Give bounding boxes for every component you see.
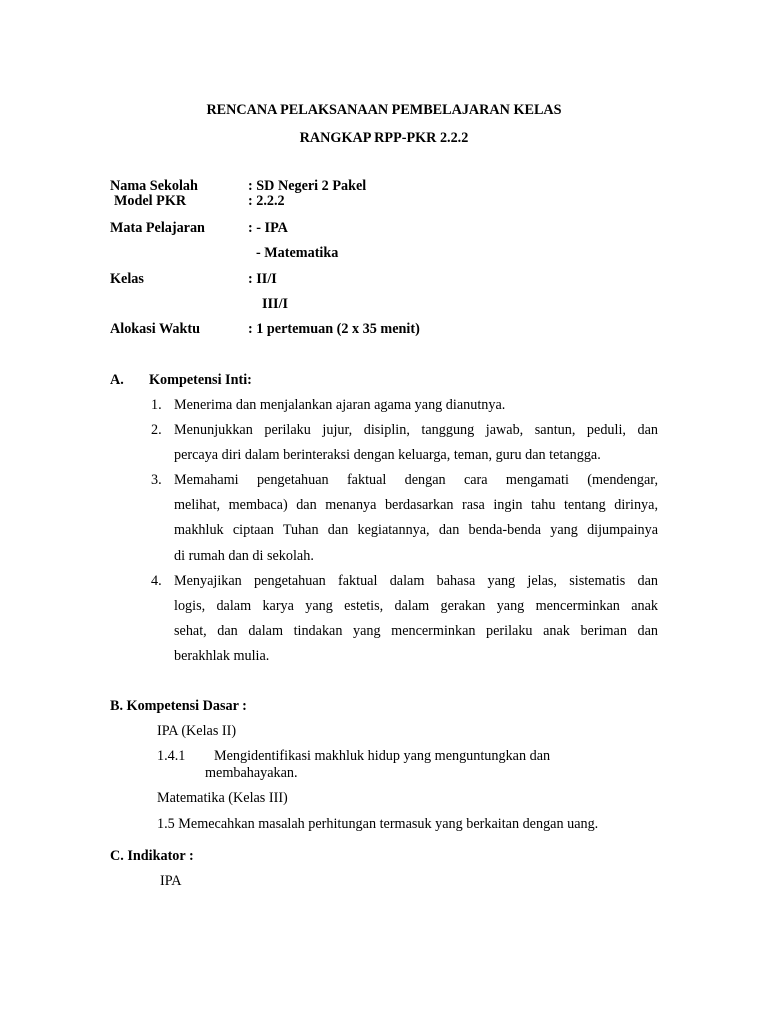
list-item-line: di rumah dan di sekolah. — [174, 548, 314, 564]
list-item-line: sehat, dan dalam tindakan yang mencerminkan perilaku anak beriman dan — [174, 623, 658, 639]
document-title-line-1: RENCANA PELAKSANAAN PEMBELAJARAN KELAS — [206, 102, 562, 118]
list-item-line: Memahami pengetahuan faktual dengan cara mengamati (mendengar, — [174, 472, 658, 488]
subject-label: Mata Pelajaran — [110, 220, 205, 236]
list-item-line: berakhlak mulia. — [174, 648, 270, 664]
class-value-1: : II/I — [248, 271, 277, 287]
list-item-number: 3. — [151, 472, 162, 488]
section-a-heading: Kompetensi Inti: — [149, 372, 252, 388]
list-item-line: melihat, membaca) dan menanya berdasarkan rasa ingin tahu tentang dirinya, — [174, 497, 658, 513]
list-item-line: Menerima dan menjalankan ajaran agama yang dianutnya. — [174, 397, 506, 413]
math-class-label: Matematika (Kelas III) — [157, 790, 288, 806]
competency-text-line-1: Mengidentifikasi makhluk hidup yang menguntungkan dan — [214, 748, 551, 764]
time-label: Alokasi Waktu — [110, 321, 201, 337]
section-a-letter: A. — [110, 372, 124, 388]
section-b-heading: B. Kompetensi Dasar : — [110, 698, 247, 714]
math-competency: 1.5 Memecahkan masalah perhitungan termasuk yang berkaitan dengan uang. — [157, 816, 599, 832]
school-value: : SD Negeri 2 Pakel — [248, 178, 367, 194]
section-c-heading: C. Indikator : — [110, 848, 194, 864]
list-item-number: 4. — [151, 573, 162, 589]
list-item-line: makhluk ciptaan Tuhan dan kegiatannya, dan benda-benda yang dijumpainya — [174, 522, 658, 538]
class-value-2: III/I — [262, 296, 289, 312]
list-item-line: Menunjukkan perilaku jujur, disiplin, tanggung jawab, santun, peduli, dan — [174, 422, 658, 438]
competency-text-line-2: membahayakan. — [205, 765, 298, 781]
list-item-number: 1. — [151, 397, 162, 413]
document-title-line-2: RANGKAP RPP-PKR 2.2.2 — [299, 130, 469, 146]
ipa-class-label: IPA (Kelas II) — [157, 723, 237, 739]
school-label: Nama Sekolah — [110, 178, 198, 194]
list-item-line: logis, dalam karya yang estetis, dalam gerakan yang mencerminkan anak — [174, 598, 658, 614]
list-item-line: Menyajikan pengetahuan faktual dalam bahasa yang jelas, sistematis dan — [174, 573, 658, 589]
model-label: Model PKR — [114, 193, 187, 209]
class-label: Kelas — [110, 271, 144, 287]
model-value: : 2.2.2 — [248, 193, 285, 209]
indicator-ipa-label: IPA — [160, 873, 182, 889]
time-value: : 1 pertemuan (2 x 35 menit) — [248, 321, 420, 337]
list-item-number: 2. — [151, 422, 162, 438]
subject-value-1: : - IPA — [248, 220, 288, 236]
subject-value-2: - Matematika — [256, 245, 339, 261]
competency-number: 1.4.1 — [157, 748, 186, 764]
list-item-line: percaya diri dalam berinteraksi dengan keluarga, teman, guru dan tetangga. — [174, 447, 601, 463]
